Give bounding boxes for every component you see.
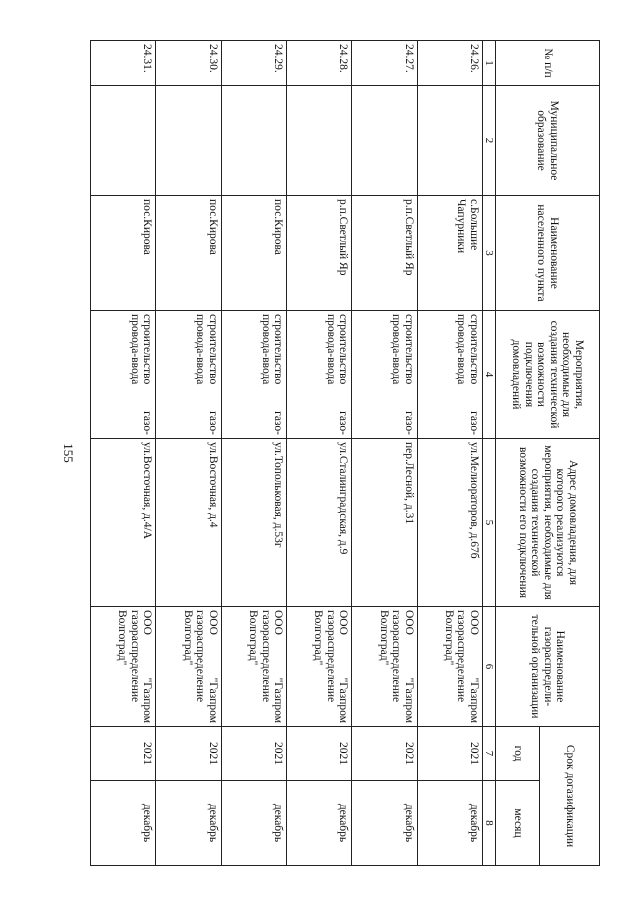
address-cell: ул.Восточная, д.4 xyxy=(156,439,221,607)
municipality-cell xyxy=(221,86,286,196)
measure-cell: строительство газо-провода-ввода xyxy=(417,311,482,439)
settlement-cell: с.Большие Чапурники xyxy=(417,196,482,311)
settlement-cell: р.п.Светлый Яр xyxy=(352,196,417,311)
organization-cell: ООО "Газпром газораспределение Волгоград" xyxy=(221,607,286,727)
column-number: 5 xyxy=(483,439,496,607)
column-number: 3 xyxy=(483,196,496,311)
table-row xyxy=(156,41,221,866)
month-cell: декабрь xyxy=(221,781,286,866)
address-cell: ул.Топольковая, д.53г xyxy=(221,439,286,607)
address-cell: ул.Восточная, д.4/А xyxy=(91,439,156,607)
row-number: 24.29. xyxy=(221,41,286,86)
measure-cell: строительство газо-провода-ввода xyxy=(91,311,156,439)
year-cell: 2021 xyxy=(156,727,221,781)
column-number: 1 xyxy=(483,41,496,86)
header-col-month: месяц xyxy=(496,781,540,866)
column-number-row xyxy=(483,41,496,866)
address-cell: ул.Сталинградская, д.9 xyxy=(287,439,352,607)
measure-cell: строительство газо-провода-ввода xyxy=(156,311,221,439)
table-row xyxy=(287,41,352,866)
year-cell: 2021 xyxy=(352,727,417,781)
measure-cell: строительство газо-провода-ввода xyxy=(287,311,352,439)
header-col-settlement: Наименование населенного пункта xyxy=(496,196,600,311)
row-number: 24.26. xyxy=(417,41,482,86)
header-col-municipality: Муниципальное образование xyxy=(496,86,600,196)
organization-cell: ООО "Газпром газораспределение Волгоград" xyxy=(156,607,221,727)
organization-cell: ООО "Газпром газораспределение Волгоград" xyxy=(352,607,417,727)
organization-cell: ООО "Газпром газораспределение Волгоград" xyxy=(91,607,156,727)
header-col-organization: Наименование газораспредели-тельной организации xyxy=(496,607,600,727)
municipality-cell xyxy=(156,86,221,196)
table-row xyxy=(91,41,156,866)
table-header xyxy=(483,41,600,866)
header-col-address: Адрес домовладения, для которого реализуются мероприятия, необходимые для создания технической возможности его подключения xyxy=(496,439,600,607)
municipality-cell xyxy=(287,86,352,196)
settlement-cell: пос.Кирова xyxy=(156,196,221,311)
month-cell: декабрь xyxy=(417,781,482,866)
municipality-cell xyxy=(417,86,482,196)
address-cell: пер.Лесной, д.31 xyxy=(352,439,417,607)
organization-cell: ООО "Газпром газораспределение Волгоград" xyxy=(417,607,482,727)
measure-cell: строительство газо-провода-ввода xyxy=(352,311,417,439)
year-cell: 2021 xyxy=(417,727,482,781)
column-number: 8 xyxy=(483,781,496,866)
month-cell: декабрь xyxy=(287,781,352,866)
table-row xyxy=(221,41,286,866)
column-number: 4 xyxy=(483,311,496,439)
settlement-cell: р.п.Светлый Яр xyxy=(287,196,352,311)
year-cell: 2021 xyxy=(91,727,156,781)
municipality-cell xyxy=(352,86,417,196)
settlement-cell: пос.Кирова xyxy=(91,196,156,311)
month-cell: декабрь xyxy=(91,781,156,866)
gasification-table xyxy=(90,40,600,866)
rotated-table-container xyxy=(90,40,600,865)
municipality-cell xyxy=(91,86,156,196)
address-cell: ул.Мелиораторов, д.67б xyxy=(417,439,482,607)
row-number: 24.31. xyxy=(91,41,156,86)
column-number: 7 xyxy=(483,727,496,781)
year-cell: 2021 xyxy=(221,727,286,781)
table-body xyxy=(91,41,483,866)
header-col-measures: Мероприятия, необходимые для создания технической возможности подключения домовладений xyxy=(496,311,600,439)
measure-cell: строительство газо-провода-ввода xyxy=(221,311,286,439)
row-number: 24.28. xyxy=(287,41,352,86)
column-number: 6 xyxy=(483,607,496,727)
header-col-term: Срок догазификации xyxy=(540,727,600,866)
table-row xyxy=(417,41,482,866)
month-cell: декабрь xyxy=(156,781,221,866)
organization-cell: ООО "Газпром газораспределение Волгоград" xyxy=(287,607,352,727)
column-number: 2 xyxy=(483,86,496,196)
header-col-num: № п/п xyxy=(496,41,600,86)
month-cell: декабрь xyxy=(352,781,417,866)
row-number: 24.30. xyxy=(156,41,221,86)
page-number: 155 xyxy=(61,443,76,463)
row-number: 24.27. xyxy=(352,41,417,86)
header-col-year: год xyxy=(496,727,540,781)
table-row xyxy=(352,41,417,866)
settlement-cell: пос.Кирова xyxy=(221,196,286,311)
year-cell: 2021 xyxy=(287,727,352,781)
